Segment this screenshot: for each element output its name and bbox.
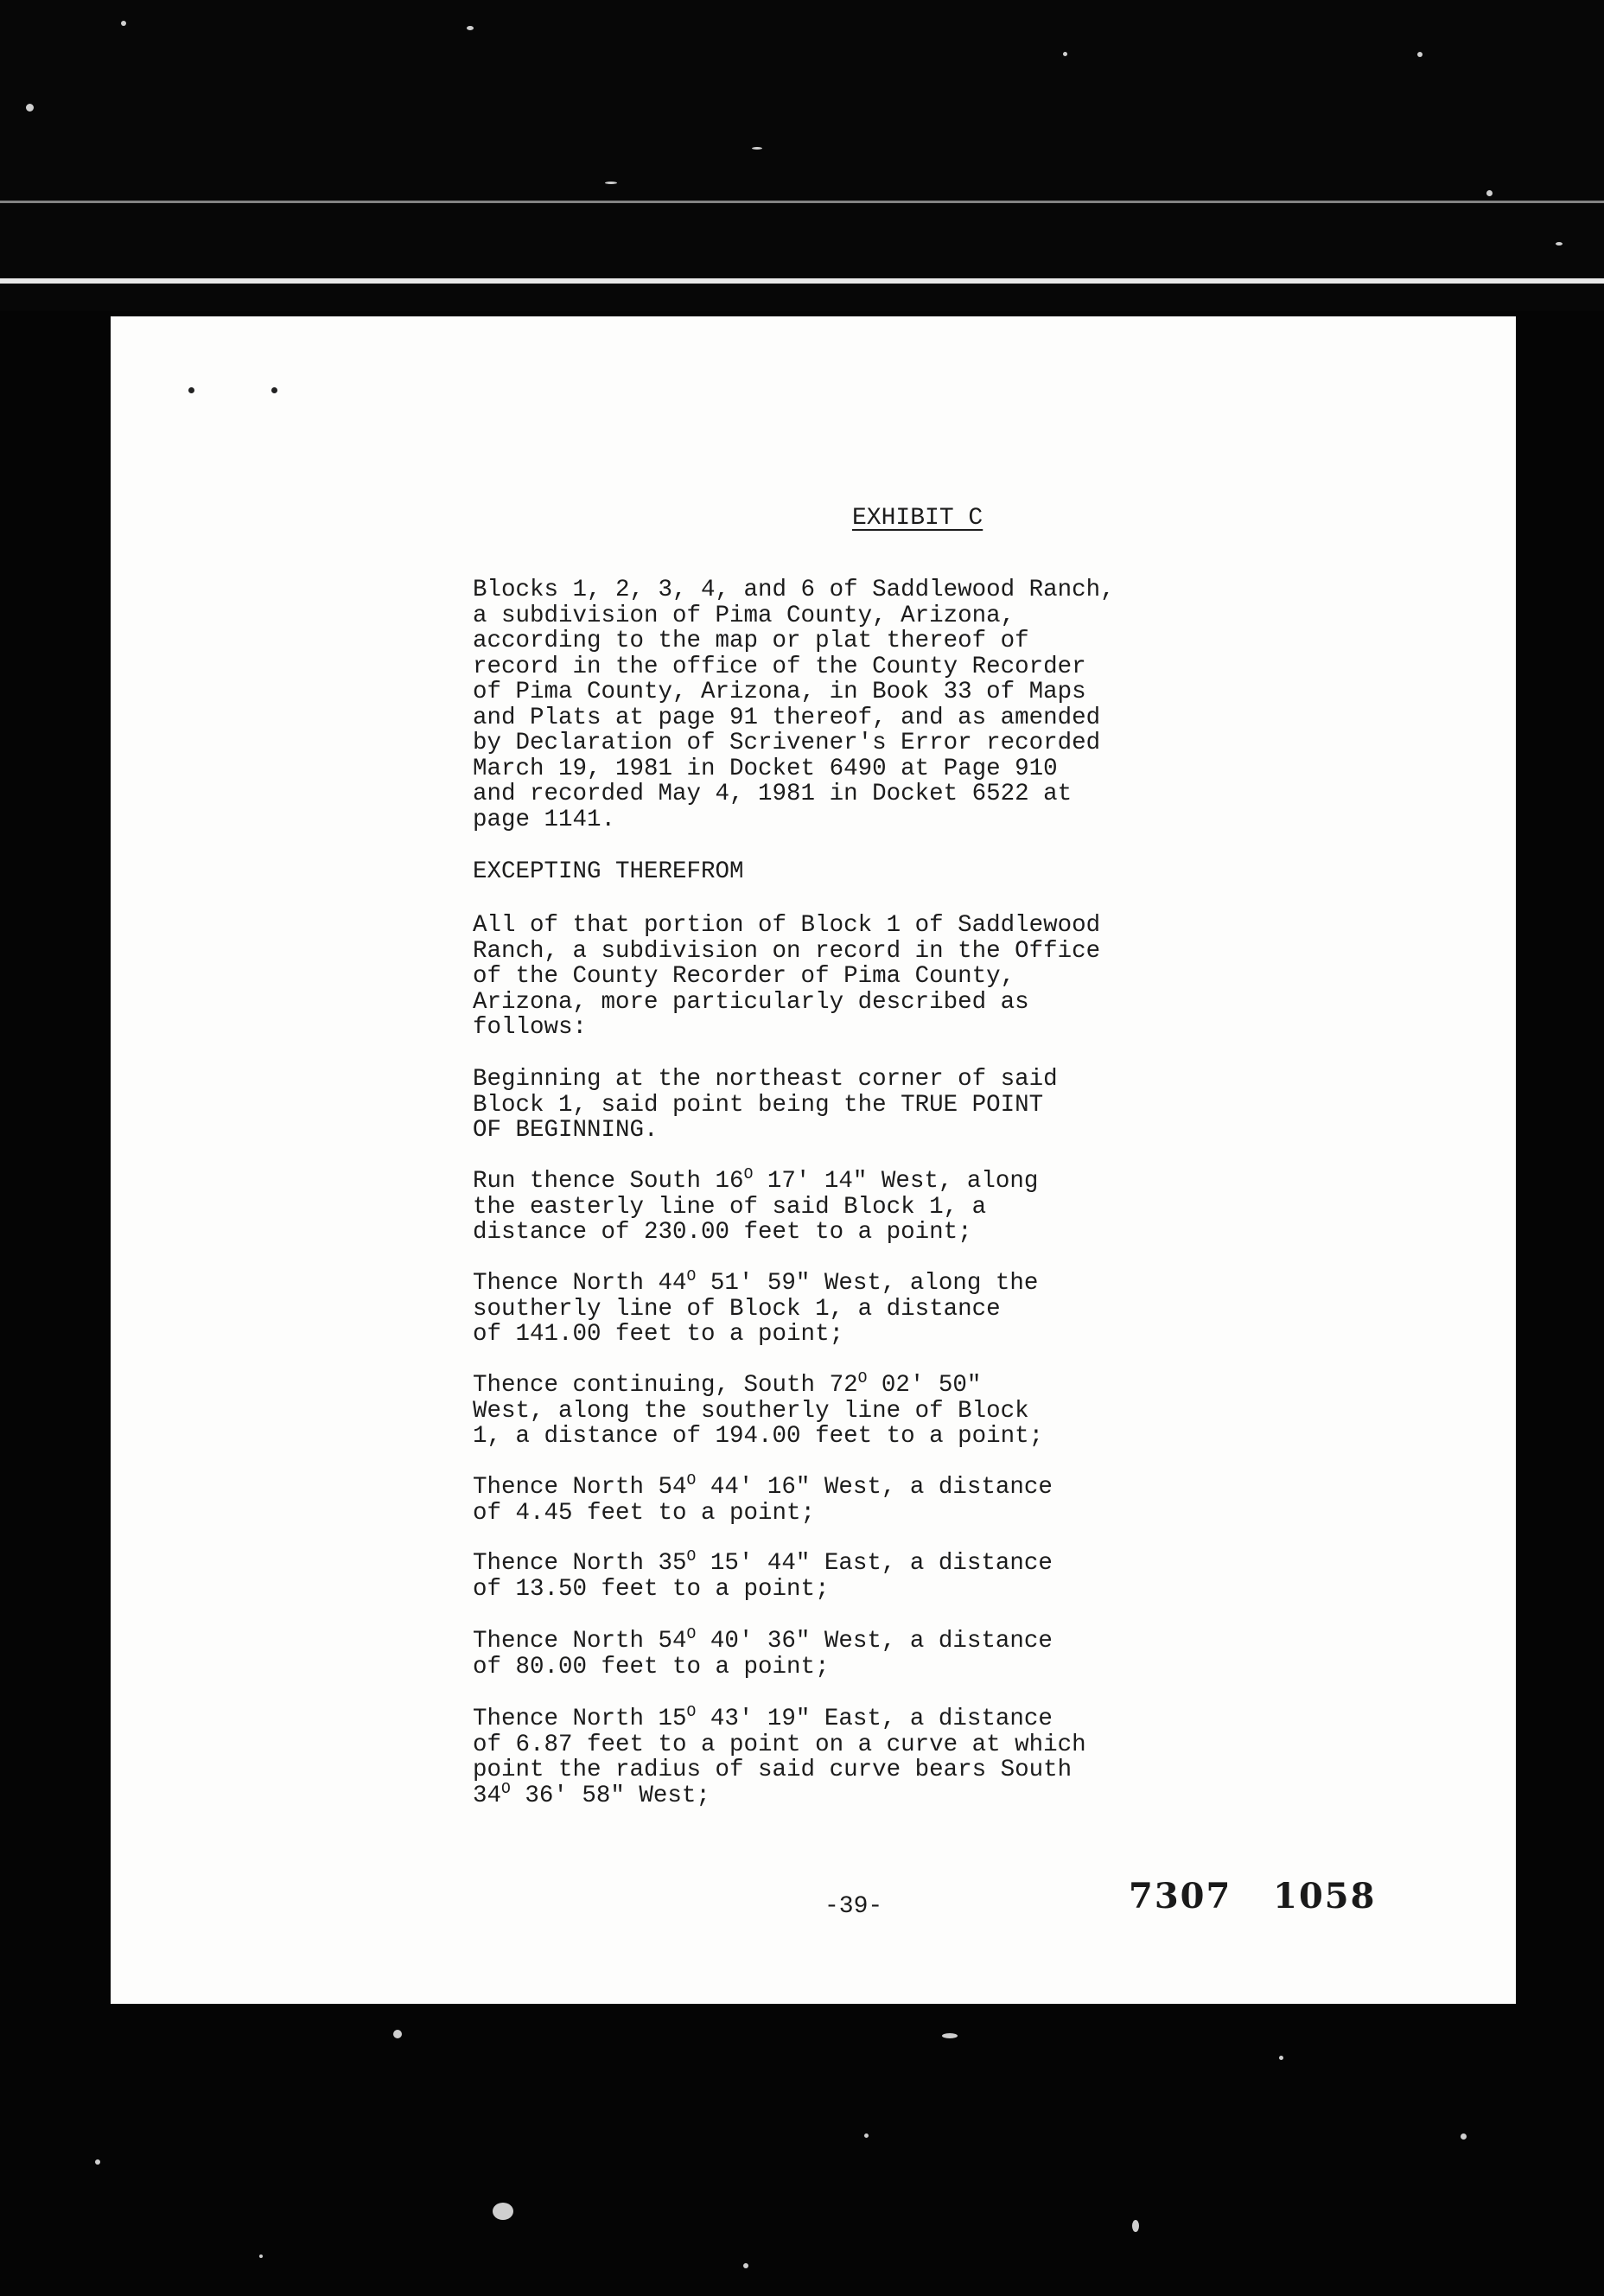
course-text: Thence North 44 [473, 1270, 687, 1297]
scan-speck [259, 2255, 263, 2258]
course-text: 40' 36" West, a distance of 80.00 feet to a point; [473, 1628, 1053, 1681]
scan-speck [1279, 2056, 1283, 2060]
course-text: 02' 50" West, along the southerly line of Block 1, a distance of 194.00 feet to a point; [473, 1372, 1044, 1450]
course-text: Thence North 54 [473, 1474, 687, 1501]
scan-speck [95, 2159, 100, 2165]
scan-speck [26, 104, 34, 112]
course-paragraph [473, 1165, 1233, 1246]
scan-edge-line [0, 201, 1604, 203]
hole-punch-mark [188, 387, 194, 393]
degree-mark: O [686, 1703, 697, 1721]
course-text: 43' 19" East, a distance of 6.87 feet to a point on a curve at which point the radius of said curve bears South 34 [473, 1706, 1086, 1809]
scan-speck [942, 2033, 958, 2038]
course-paragraph [473, 1471, 1233, 1527]
degree-mark: O [686, 1471, 697, 1489]
course-text: Thence North 54 [473, 1628, 687, 1655]
exhibit-title: EXHIBIT C [852, 505, 983, 532]
recording-reference: 7307 1058 [1129, 1876, 1377, 1917]
paragraph-beginning: Beginning at the northeast corner of said Block 1, said point being the TRUE POINT OF BEGINNING. [473, 1066, 1058, 1144]
course-paragraph [473, 1547, 1233, 1603]
scan-speck [1132, 2220, 1139, 2232]
scan-speck [121, 21, 126, 26]
course-text: Run thence South 16 [473, 1168, 744, 1195]
scan-speck [1417, 52, 1423, 57]
scan-dark-border-bottom [0, 2004, 1604, 2296]
degree-mark: O [686, 1547, 697, 1566]
scan-speck [864, 2133, 869, 2138]
course-text: Thence North 15 [473, 1706, 687, 1732]
course-paragraph [473, 1625, 1233, 1681]
degree-mark: O [743, 1165, 754, 1183]
paragraph-portion: All of that portion of Block 1 of Saddlewood Ranch, a subdivision on record in the Office of the County Recorder of Pima County, Arizona, more particularly described as follows: [473, 912, 1101, 1041]
course-paragraph [473, 1267, 1233, 1348]
degree-mark: O [686, 1267, 697, 1285]
course-text: 51' 59" West, along the southerly line of Block 1, a distance of 141.00 feet to a point; [473, 1270, 1039, 1348]
scan-speck [393, 2030, 402, 2038]
paragraph-blocks: Blocks 1, 2, 3, 4, and 6 of Saddlewood Ranch, a subdivision of Pima County, Arizona, according to the map or plat thereof of record in the office of the County Recorder of Pima County, Arizona, in Book 33 of Maps and Plats at page 91 thereof, and as amended by Declaration of Scrivener's Error recorded March 19, 1981 in Docket 6490 at Page 910 and recorded May 4, 1981 in Docket 6522 at page 1141. [473, 577, 1115, 833]
scan-edge-line [0, 278, 1604, 284]
scan-dark-border-top [0, 0, 1604, 311]
document-page [111, 316, 1516, 2004]
course-text: 17' 14" West, along the easterly line of said Block 1, a distance of 230.00 feet to a point; [473, 1168, 1039, 1246]
scan-speck [1461, 2133, 1467, 2140]
paragraph-excepting: EXCEPTING THEREFROM [473, 858, 744, 885]
course-text: 44' 16" West, a distance of 4.45 feet to a point; [473, 1474, 1053, 1527]
scan-speck [752, 147, 762, 150]
degree-mark: O [857, 1369, 868, 1387]
course-text: Thence North 35 [473, 1550, 687, 1577]
degree-mark: O [686, 1625, 697, 1643]
scan-speck [743, 2263, 748, 2268]
scan-speck [1556, 242, 1563, 246]
scan-speck [467, 26, 474, 30]
scan-speck [1063, 52, 1067, 56]
scan-speck [605, 182, 617, 184]
course-text: 15' 44" East, a distance of 13.50 feet to a point; [473, 1550, 1053, 1603]
scan-speck [493, 2203, 513, 2220]
course-text: Thence continuing, South 72 [473, 1372, 858, 1399]
course-paragraph [473, 1369, 1233, 1450]
degree-mark: O [501, 1780, 511, 1798]
course-text: 36' 58" West; [510, 1782, 710, 1809]
hole-punch-mark [271, 387, 277, 393]
scan-speck [1486, 190, 1493, 196]
course-paragraph [473, 1703, 1233, 1809]
page-number: -39- [824, 1893, 883, 1920]
